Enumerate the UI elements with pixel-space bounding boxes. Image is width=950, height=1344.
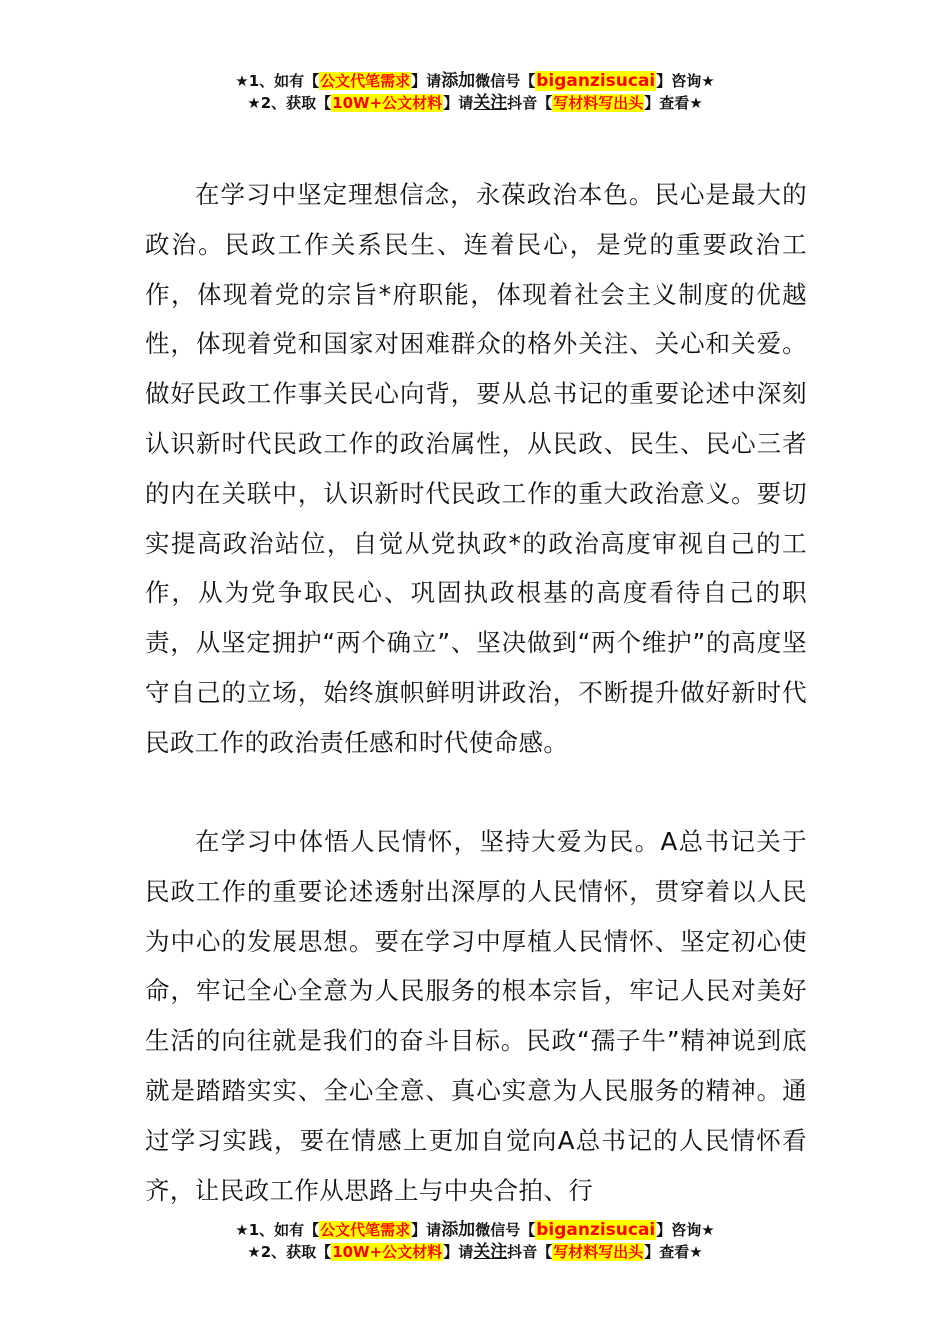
banner-line-2-emphasis: 关注 (473, 93, 508, 113)
footer-banner-line-1 (0, 1219, 950, 1241)
footer-wechat-id: biganzisucai (536, 1220, 656, 1240)
footer-line-2-mid-2: 抖音【 (507, 1243, 553, 1261)
footer-line-1-mid-2: 微信号【 (475, 1221, 536, 1239)
banner-line-1-emphasis: 添加 (441, 71, 476, 91)
body-paragraph-1: 在学习中坚定理想信念，永葆政治本色。民心是最大的政治。民政工作关系民生、连着民心，是党的重要政治工作，体现着党的宗旨*府职能，体现着社会主义制度的优越性，体现着党和国家对困难群众的格外关注、关心和关爱。做好民政工作事关民心向背，要从总书记的重要论述中深刻认识新时代民政工作的政治属性，从民政、民生、民心三者的内在关联中，认识新时代民政工作的重大政治意义。要切实提高政治站位，自觉从党执政*的政治高度审视自己的工作，从为党争取民心、巩固执政根基的高度看待自己的职责，从坚定拥护“两个确立”、坚决做到“两个维护”的高度坚守自己的立场，始终旗帜鲜明讲政治，不断提升做好新时代民政工作的政治责任感和时代使命感。 (145, 180, 807, 757)
banner-line-2-prefix: ★2、获取【 (247, 94, 332, 112)
banner-line-1-suffix: 】咨询★ (656, 72, 715, 90)
footer-line-1-prefix: ★1、如有【 (235, 1221, 320, 1239)
banner-line-2 (0, 92, 950, 114)
footer-douyin-account: 写材料写出头 (553, 1243, 644, 1261)
footer-banner (0, 1219, 950, 1263)
banner-line-1 (0, 70, 950, 92)
banner-line-2-mid: 】请 (443, 94, 474, 112)
footer-line-1-mid: 】请 (411, 1221, 442, 1239)
footer-line-1-emphasis: 添加 (441, 1220, 476, 1240)
banner-highlight-writing-service: 公文代笔需求 (320, 72, 411, 90)
banner-line-1-mid: 】请 (411, 72, 442, 90)
banner-line-2-suffix: 】查看★ (644, 94, 703, 112)
banner-line-1-mid-2: 微信号【 (475, 72, 536, 90)
footer-line-2-mid: 】请 (443, 1243, 474, 1261)
body-paragraph-2: 在学习中体悟人民情怀，坚持大爱为民。A总书记关于民政工作的重要论述透射出深厚的人民情怀，贯穿着以人民为中心的发展思想。要在学习中厚植人民情怀、坚定初心使命，牢记全心全意为人民服务的根本宗旨，牢记人民对美好生活的向往就是我们的奋斗目标。民政“孺子牛”精神说到底就是踏踏实实、全心全意、真心实意为人民服务的精神。通过学习实践，要在情感上更加自觉向A总书记的人民情怀看齐，让民政工作从思路上与中央合拍、行 (145, 827, 807, 1205)
footer-line-1-suffix: 】咨询★ (656, 1221, 715, 1239)
footer-highlight-writing-service: 公文代笔需求 (320, 1221, 411, 1239)
banner-wechat-id: biganzisucai (536, 71, 656, 91)
footer-line-2-emphasis: 关注 (473, 1242, 508, 1262)
banner-line-2-mid-2: 抖音【 (507, 94, 553, 112)
header-banner (0, 70, 950, 114)
footer-banner-line-2 (0, 1241, 950, 1263)
footer-line-2-suffix: 】查看★ (644, 1243, 703, 1261)
banner-line-1-prefix: ★1、如有【 (235, 72, 320, 90)
footer-highlight-materials: 10W+公文材料 (332, 1243, 443, 1261)
footer-line-2-prefix: ★2、获取【 (247, 1243, 332, 1261)
banner-highlight-materials: 10W+公文材料 (332, 94, 443, 112)
banner-douyin-account: 写材料写出头 (553, 94, 644, 112)
